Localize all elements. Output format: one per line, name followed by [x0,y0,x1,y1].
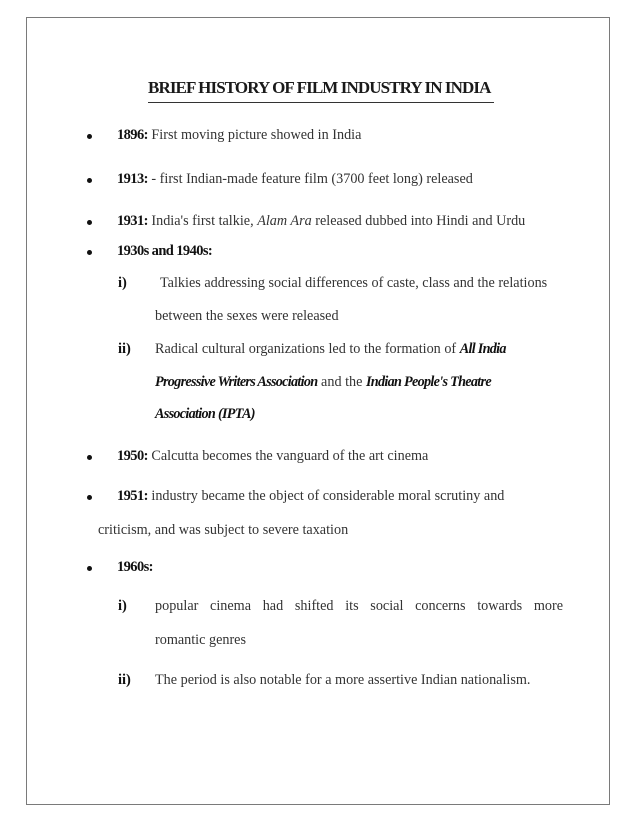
item-1930s-sub-ii-line3 [155,406,255,423]
item-1960s-sub-ii-numeral: ii) [118,672,131,688]
item-1951-line1 [117,488,504,505]
item-1950 [117,448,428,465]
sub-ii-line1-text: Radical cultural organizations led to the formation of [155,341,457,357]
item-1951-text1: industry became the object of considerable moral scrutiny and [151,488,505,504]
item-1951-label: 1951: [117,488,148,504]
item-1930s-sub-i-line1: Talkies addressing social differences of caste, class and the relations [160,275,548,291]
item-1930s-sub-i-numeral: i) [118,275,127,291]
item-1896 [117,127,361,144]
item-1950-text: Calcutta becomes the vanguard of the art cinema [151,448,429,464]
item-1960s [117,559,153,576]
item-1960s-sub-i-line2: romantic genres [155,632,246,648]
item-1930s-sub-i-line2: between the sexes were released [155,308,339,324]
item-1913-label: 1913: [117,171,148,187]
sub-ii-org-ipta: Indian People's Theatre [365,374,491,390]
bullet-1896 [87,134,92,139]
item-1930s-sub-ii-line2 [155,374,491,391]
bullet-1951 [87,495,92,500]
sub-ii-line1-bold: All India [459,341,506,357]
item-1896-text: First moving picture showed in India [151,127,362,143]
bullet-1960s [87,566,92,571]
item-1951-line2: criticism, and was subject to severe taxation [98,522,349,538]
item-1931-text-before: India's first talkie, [151,213,254,229]
bullet-1950 [87,455,92,460]
item-1960s-sub-i-numeral: i) [118,598,127,614]
bullet-1931 [87,220,92,225]
item-1930s-sub-ii-line1 [155,341,506,358]
item-1930s-sub-ii-numeral: ii) [118,341,131,357]
item-1960s-sub-i-line1: popular cinema had shifted its social concerns towards more [155,598,563,614]
sub-ii-line2-text: and the [321,374,363,390]
bullet-1913 [87,178,92,183]
item-1930s [117,243,212,260]
bullet-1930s [87,250,92,255]
document-title: BRIEF HISTORY OF FILM INDUSTRY IN INDIA [148,78,494,103]
item-1896-label: 1896: [117,127,148,143]
sub-ii-org-ipta-cont: Association (IPTA) [155,406,255,422]
item-1913 [117,171,473,188]
item-1950-label: 1950: [117,448,148,464]
item-1960s-label: 1960s: [117,559,153,575]
item-1931-label: 1931: [117,213,148,229]
item-1913-text: - first Indian-made feature film (3700 feet long) released [151,171,473,187]
sub-ii-org-pwa: Progressive Writers Association [155,374,318,390]
item-1931-text-after: released dubbed into Hindi and Urdu [315,213,526,229]
item-1931-film-title: Alam Ara [257,213,312,229]
item-1931 [117,213,525,230]
item-1930s-label: 1930s and 1940s: [117,243,213,259]
item-1960s-sub-ii-line1: The period is also notable for a more assertive Indian nationalism. [155,672,531,688]
